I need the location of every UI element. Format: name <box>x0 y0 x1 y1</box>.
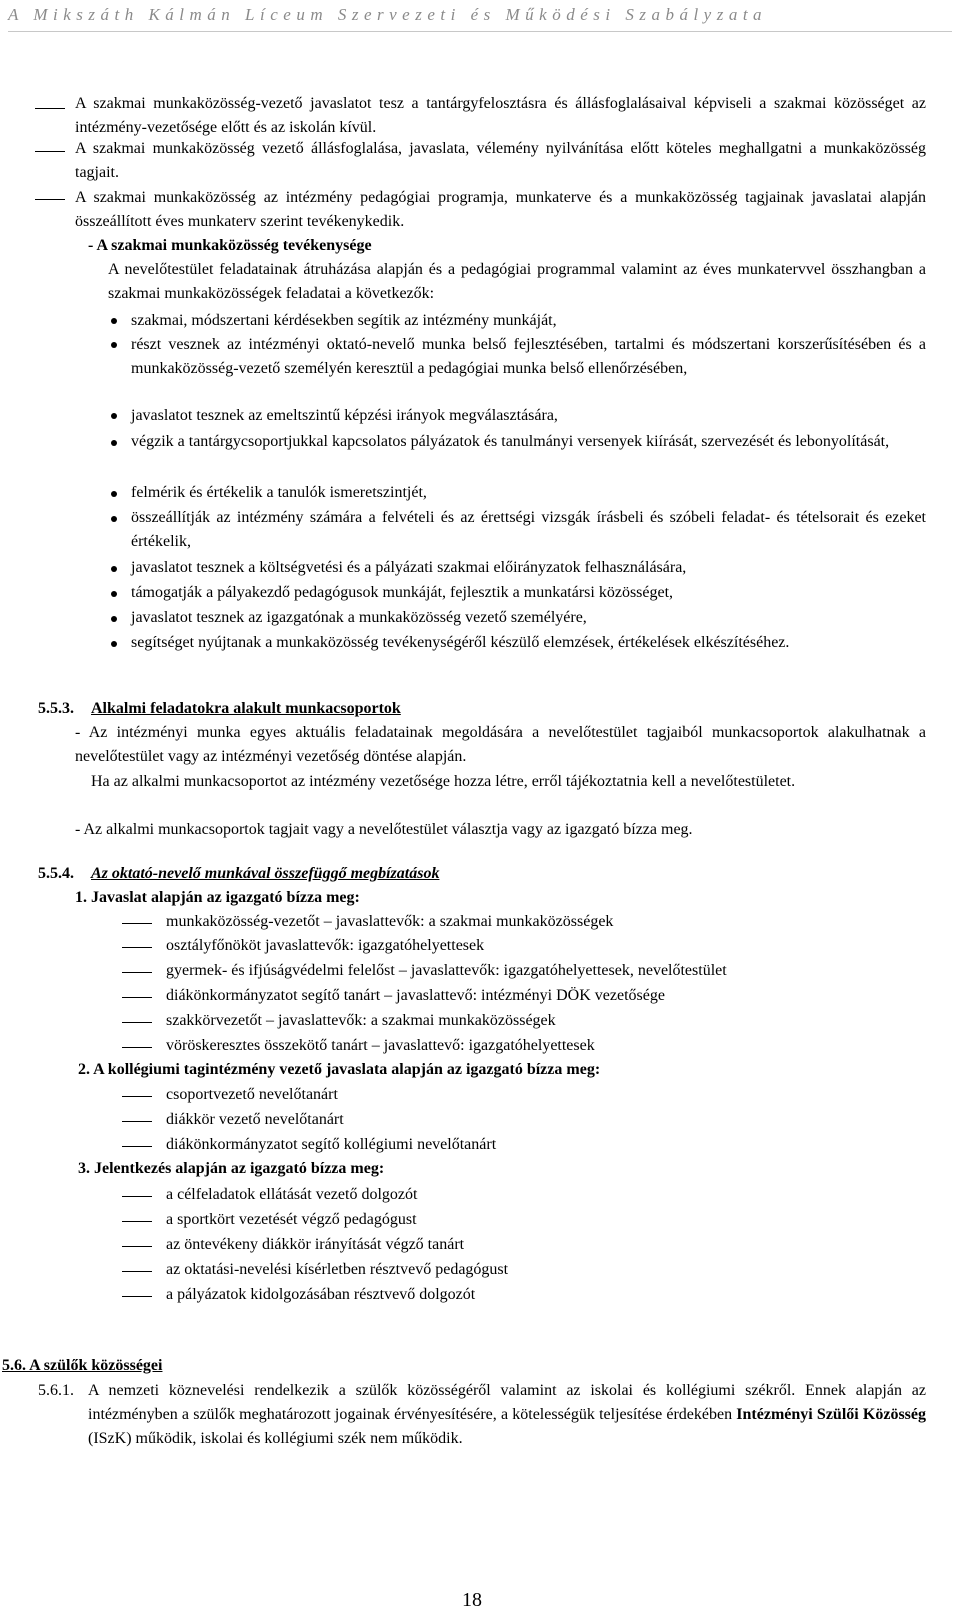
dash-marker <box>122 1022 152 1023</box>
header-rule <box>8 31 952 32</box>
group-item: a sportkört vezetését végző pedagógust <box>166 1211 417 1228</box>
subsection-number: 5.6.1. <box>38 1382 74 1399</box>
paragraph-text: A nemzeti köznevelési rendelkezik a szülők közösségéről valamint az iskolai és kollégiumi székről. Ennek alapján az intézményben a szülők meghatározott jogainak érvényesítésére, a kötelességük teljesítése érdekében <box>88 1382 926 1423</box>
section-paragraph: Ha az alkalmi munkacsoportot az intézmény vezetősége hozza létre, erről tájékoztatnia kell a nevelőtestületet. <box>91 773 796 790</box>
activity-bullet: javaslatot tesznek az emeltszintű képzési irányok megválasztására, <box>131 407 558 424</box>
group-item: osztályfőnököt javaslattevők: igazgatóhelyettesek <box>166 937 485 954</box>
group-item: diákönkormányzatot segítő tanárt – javaslattevő: intézményi DÖK vezetősége <box>166 987 665 1004</box>
group-item: munkaközösség-vezetőt – javaslattevők: a szakmai munkaközösségek <box>166 913 614 930</box>
group-item: a célfeladatok ellátását vezető dolgozót <box>166 1186 418 1203</box>
activity-bullet: végzik a tantárgycsoportjukkal kapcsolatos pályázatok és tanulmányi versenyek kiírását, szervezését és lebonyolítását, <box>131 433 890 450</box>
group-heading: 1. Javaslat alapján az igazgató bízza meg: <box>75 889 360 906</box>
group-item: diákkör vezető nevelőtanárt <box>166 1111 344 1128</box>
group-item: diákönkormányzatot segítő kollégiumi nevelőtanárt <box>166 1136 497 1153</box>
bullet-dot <box>111 566 117 572</box>
group-item: csoportvezető nevelőtanárt <box>166 1086 338 1103</box>
dash-marker <box>122 1246 152 1247</box>
section-paragraph: - Az intézményi munka egyes aktuális feladatainak megoldására a nevelőtestület tagjaiból munkacsoportok alakulhatnak a nevelőtestület vagy az intézményi vezetőség döntése alapján. <box>75 724 926 765</box>
dash-marker <box>122 1271 152 1272</box>
dash-marker <box>122 997 152 998</box>
activity-bullet: javaslatot tesznek a költségvetési és a pályázati szakmai előirányzatok felhasználására, <box>131 559 687 576</box>
dash-marker <box>122 1146 152 1147</box>
bullet-dot <box>111 318 117 324</box>
bullet-dot <box>111 591 117 597</box>
section-title: Alkalmi feladatokra alakult munkacsoportok <box>91 700 401 717</box>
bullet-dot <box>111 413 117 419</box>
group-item: vöröskeresztes összekötő tanárt – javaslattevő: igazgatóhelyettesek <box>166 1037 595 1054</box>
section-paragraph <box>88 1379 926 1451</box>
group-item: szakkörvezetőt – javaslattevők: a szakmai munkaközösségek <box>166 1012 556 1029</box>
page-number: 18 <box>462 1589 482 1611</box>
dash-marker <box>35 151 65 152</box>
group-heading: 2. A kollégiumi tagintézmény vezető javaslata alapján az igazgató bízza meg: <box>78 1061 601 1078</box>
group-item: a pályázatok kidolgozásában résztvevő dolgozót <box>166 1286 476 1303</box>
bullet-dot <box>111 641 117 647</box>
activity-bullet: segítséget nyújtanak a munkaközösség tevékenységéről készülő elemzések, értékelések elkészítéséhez. <box>131 634 790 651</box>
activity-bullet: részt vesznek az intézményi oktató-nevelő munka belső fejlesztésében, tartalmi és módszertani korszerűsítésében és a munkaközösség-vezető személyén keresztül a pedagógiai munka belső ellenőrzésében, <box>131 336 926 377</box>
activity-bullet: javaslatot tesznek az igazgatónak a munkaközösség vezető személyére, <box>131 609 587 626</box>
activity-bullet: támogatják a pályakezdő pedagógusok munkáját, fejlesztik a munkatársi közösséget, <box>131 584 674 601</box>
section-title: 5.6. A szülők közösségei <box>2 1357 163 1374</box>
group-item: az öntevékeny diákkör irányítását végző tanárt <box>166 1236 465 1253</box>
group-item: az oktatási-nevelési kísérletben résztvevő pedagógust <box>166 1261 509 1278</box>
bullet-dot <box>111 342 117 348</box>
dash-marker <box>122 923 152 924</box>
document-header: A Mikszáth Kálmán Líceum Szervezeti és Működési Szabályzata <box>8 5 768 24</box>
activity-bullet: szakmai, módszertani kérdésekben segítik az intézmény munkáját, <box>131 312 557 329</box>
dash-marker <box>122 1047 152 1048</box>
dash-marker <box>122 1296 152 1297</box>
dash-marker <box>122 1096 152 1097</box>
dash-marker <box>122 1221 152 1222</box>
bullet-dot <box>111 516 117 522</box>
dash-marker <box>122 972 152 973</box>
section-number: 5.5.4. <box>38 865 74 882</box>
group-item: gyermek- és ifjúságvédelmi felelőst – javaslattevők: igazgatóhelyettesek, nevelőtestület <box>166 962 727 979</box>
activity-heading: - A szakmai munkaközösség tevékenysége <box>88 237 372 254</box>
intro-item: A szakmai munkaközösség az intézmény pedagógiai programja, munkaterve és a munkaközösség tagjainak javaslatai alapján összeállított éves munkaterv szerint tevékenykedik. <box>75 189 926 230</box>
activity-intro: A nevelőtestület feladatainak átruházása alapján és a pedagógiai programmal valamint az éves munkatervvel összhangban a szakmai munkaközösségek feladatai a következők: <box>108 261 926 302</box>
paragraph-bold-text: Intézményi Szülői Közösség <box>736 1406 926 1423</box>
intro-item: A szakmai munkaközösség-vezető javaslatot tesz a tantárgyfelosztásra és állásfoglalásaival képviseli a szakmai közösséget az intézmény-vezetősége előtt és az iskolán kívül. <box>75 95 926 136</box>
dash-marker <box>122 1196 152 1197</box>
dash-marker <box>35 199 65 200</box>
activity-bullet: felmérik és értékelik a tanulók ismeretszintjét, <box>131 484 427 501</box>
bullet-dot <box>111 491 117 497</box>
intro-item: A szakmai munkaközösség vezető állásfoglalása, javaslata, vélemény nyilvánítása előtt köteles meghallgatni a munkaközösség tagjait. <box>75 140 926 181</box>
paragraph-text: (ISzK) működik, iskolai és kollégiumi szék nem működik. <box>88 1430 463 1447</box>
activity-bullet: összeállítják az intézmény számára a felvételi és az érettségi vizsgák írásbeli és szóbeli feladat- és tételsorait és ezeket értékelik, <box>131 509 926 550</box>
section-title: Az oktató-nevelő munkával összefüggő megbízatások <box>91 865 440 882</box>
bullet-dot <box>111 440 117 446</box>
section-paragraph: - Az alkalmi munkacsoportok tagjait vagy a nevelőtestület választja vagy az igazgató bízza meg. <box>75 821 693 838</box>
dash-marker <box>122 1121 152 1122</box>
group-heading: 3. Jelentkezés alapján az igazgató bízza meg: <box>78 1160 385 1177</box>
bullet-dot <box>111 616 117 622</box>
section-number: 5.5.3. <box>38 700 74 717</box>
dash-marker <box>122 947 152 948</box>
dash-marker <box>35 108 65 109</box>
